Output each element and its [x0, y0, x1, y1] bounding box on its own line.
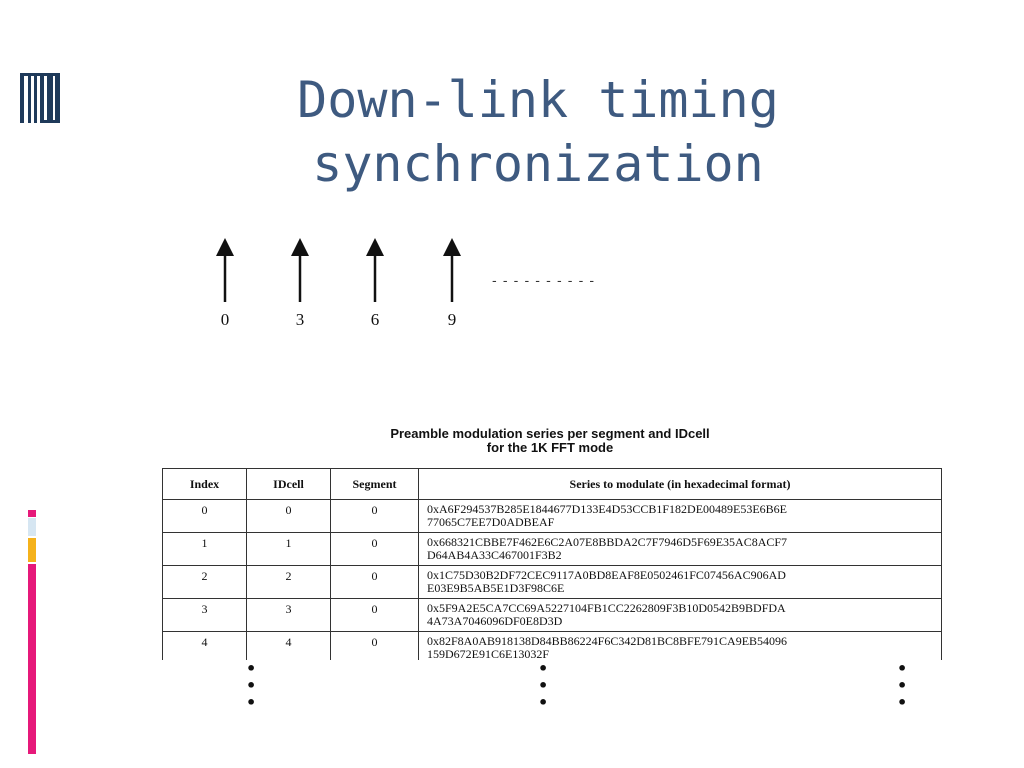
- cell-series: [419, 599, 942, 632]
- cell-segment: 0: [331, 533, 419, 566]
- series-line: 0xA6F294537B285E1844677D133E4D53CCB1F182DE00489E53E6B6E: [427, 502, 788, 516]
- series-line: 77065C7EE7D0ADBEAF: [427, 515, 555, 529]
- title-line-2: synchronization: [312, 135, 764, 193]
- cell-series: [419, 533, 942, 566]
- table-caption-line-1: Preamble modulation series per segment and IDcell: [390, 426, 710, 441]
- arrow-label-6: 6: [370, 310, 380, 329]
- slide-corner-icon: [20, 73, 60, 123]
- preamble-table-container: [162, 468, 944, 660]
- series-line: 0x668321CBBE7F462E6C2A07E8BBDA2C7F7946D5F69E35AC8ACF7: [427, 535, 788, 549]
- cell-index: 1: [163, 533, 247, 566]
- table-header-row: [163, 469, 942, 500]
- vertical-ellipsis-left: • • •: [246, 659, 257, 712]
- cell-index: 2: [163, 566, 247, 599]
- table-row: [163, 599, 942, 632]
- cell-index: 0: [163, 500, 247, 533]
- vertical-ellipsis-middle: • • •: [538, 659, 549, 712]
- series-line: D64AB4A33C467001F3B2: [427, 548, 562, 562]
- series-line: 159D672E91C6E13032F: [427, 647, 550, 660]
- cell-series: [419, 566, 942, 599]
- cell-idcell: 0: [247, 500, 331, 533]
- cell-index: 4: [163, 632, 247, 661]
- cell-segment: 0: [331, 566, 419, 599]
- timing-arrows: [200, 230, 660, 310]
- continuation-dashes: - - - - - - - - - -: [492, 274, 596, 289]
- slide-title: [200, 68, 876, 196]
- cell-index: 3: [163, 599, 247, 632]
- cell-series: [419, 632, 942, 661]
- table-caption: [240, 427, 860, 455]
- cell-segment: 0: [331, 599, 419, 632]
- header-series: Series to modulate (in hexadecimal format): [419, 469, 942, 500]
- cell-series: [419, 500, 942, 533]
- accent-bar-pink: [28, 564, 36, 754]
- series-line: 4A73A7046096DF0E8D3D: [427, 614, 563, 628]
- arrow-label-9: 9: [447, 310, 457, 329]
- series-line: E03E9B5AB5E1D3F98C6E: [427, 581, 565, 595]
- accent-bar-pink-top: [28, 510, 36, 517]
- series-line: 0x82F8A0AB918138D84BB86224F6C342D81BC8BFE791CA9EB54096: [427, 634, 788, 648]
- header-idcell: IDcell: [247, 469, 331, 500]
- header-index: Index: [163, 469, 247, 500]
- cell-idcell: 1: [247, 533, 331, 566]
- series-line: 0x5F9A2E5CA7CC69A5227104FB1CC2262809F3B10D0542B9BDFDA: [427, 601, 786, 615]
- vertical-ellipsis-right: • • •: [897, 659, 908, 712]
- table-row: [163, 500, 942, 533]
- cell-segment: 0: [331, 632, 419, 661]
- accent-bar-light: [28, 518, 36, 536]
- cell-idcell: 4: [247, 632, 331, 661]
- table-row: [163, 566, 942, 599]
- header-segment: Segment: [331, 469, 419, 500]
- arrow-label-0: 0: [220, 310, 230, 329]
- table-row: [163, 632, 942, 661]
- title-line-1: Down-link timing: [297, 71, 779, 129]
- accent-bar-gold: [28, 538, 36, 562]
- arrow-label-3: 3: [295, 310, 305, 329]
- table-row: [163, 533, 942, 566]
- preamble-table: [162, 468, 942, 660]
- cell-idcell: 3: [247, 599, 331, 632]
- cell-segment: 0: [331, 500, 419, 533]
- timing-diagram: [200, 230, 660, 340]
- series-line: 0x1C75D30B2DF72CEC9117A0BD8EAF8E0502461FC07456AC906AD: [427, 568, 786, 582]
- cell-idcell: 2: [247, 566, 331, 599]
- table-caption-line-2: for the 1K FFT mode: [486, 440, 614, 455]
